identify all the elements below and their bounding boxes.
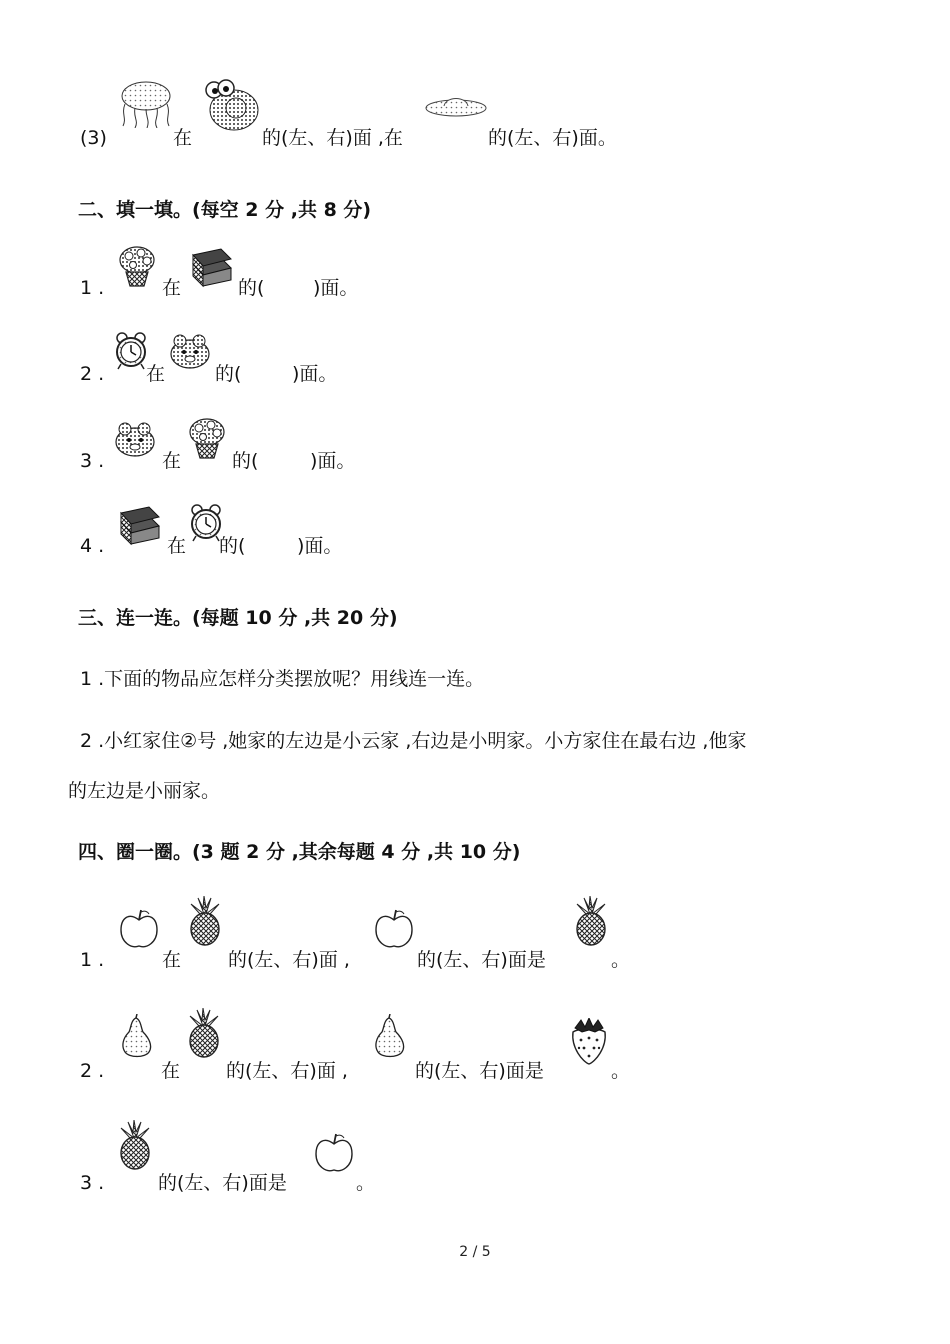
- question-text: [0, 726, 950, 756]
- question-1-text: 1 .下面的物品应怎样分类摆放呢？用线连一连。: [80, 668, 485, 690]
- answer-suffix: )面。: [310, 450, 356, 472]
- section-title: 三、连一连。(每题 10 分 ,共 20 分): [78, 607, 398, 629]
- section-heading: [0, 837, 950, 867]
- pineapple-icon: [572, 896, 610, 951]
- period: 。: [356, 1172, 376, 1194]
- section-heading: [0, 603, 950, 633]
- answer-suffix: )面。: [297, 535, 343, 557]
- section-title: 四、圈一圈。(3 题 2 分 ,其余每题 4 分 ,共 10 分): [78, 841, 521, 863]
- word-zai: 在: [173, 127, 193, 149]
- row-number: (3): [80, 127, 107, 149]
- answer-suffix: )面。: [313, 277, 359, 299]
- item-number: 2 .: [80, 363, 105, 385]
- answer-suffix: )面。: [292, 363, 338, 385]
- hat-icon: [424, 90, 488, 123]
- answer-prefix: 的(: [219, 535, 246, 557]
- direction-text: 的(左、右)面 ,在: [262, 127, 403, 149]
- section-heading: [0, 195, 950, 225]
- question-2-text-line-1: 2 .小红家住②号 ,她家的左边是小云家 ,右边是小明家。小方家住在最右边 ,他家: [80, 730, 747, 752]
- question-row-3: [0, 123, 950, 153]
- item-number: 1 .: [80, 949, 105, 971]
- word-zai: 在: [162, 949, 182, 971]
- page-number: 2 / 5: [459, 1244, 491, 1260]
- question-text: [0, 664, 950, 694]
- direction-text: 的(左、右)面。: [488, 127, 617, 149]
- circle-item: [0, 1168, 950, 1198]
- word-zai: 在: [167, 535, 187, 557]
- answer-prefix: 的(: [215, 363, 242, 385]
- word-zai: 在: [162, 277, 182, 299]
- circle-item: [0, 945, 950, 975]
- fill-item: [0, 273, 950, 303]
- answer-prefix: 的(: [232, 450, 259, 472]
- question-text: [0, 776, 950, 806]
- item-number: 1 .: [80, 277, 105, 299]
- period: 。: [611, 1060, 631, 1082]
- direction-text: 的(左、右)面是: [415, 1060, 544, 1082]
- period: 。: [611, 949, 631, 971]
- pineapple-icon: [185, 1008, 223, 1063]
- item-number: 3 .: [80, 450, 105, 472]
- answer-prefix: 的(: [238, 277, 265, 299]
- fill-item: [0, 359, 950, 389]
- section-title: 二、填一填。(每空 2 分 ,共 8 分): [78, 199, 372, 221]
- pineapple-icon: [116, 1120, 154, 1175]
- item-number: 3 .: [80, 1172, 105, 1194]
- question-2-text-line-2: 的左边是小丽家。: [68, 780, 221, 802]
- fill-item: [0, 531, 950, 561]
- direction-text: 的(左、右)面 ,: [228, 949, 350, 971]
- word-zai: 在: [161, 1060, 181, 1082]
- direction-text: 的(左、右)面是: [417, 949, 546, 971]
- word-zai: 在: [146, 363, 166, 385]
- pineapple-icon: [186, 896, 224, 951]
- direction-text: 的(左、右)面 ,: [226, 1060, 348, 1082]
- direction-text: 的(左、右)面是: [158, 1172, 287, 1194]
- item-number: 4 .: [80, 535, 105, 557]
- fill-item: [0, 446, 950, 476]
- item-number: 2 .: [80, 1060, 105, 1082]
- circle-item: [0, 1056, 950, 1086]
- word-zai: 在: [162, 450, 182, 472]
